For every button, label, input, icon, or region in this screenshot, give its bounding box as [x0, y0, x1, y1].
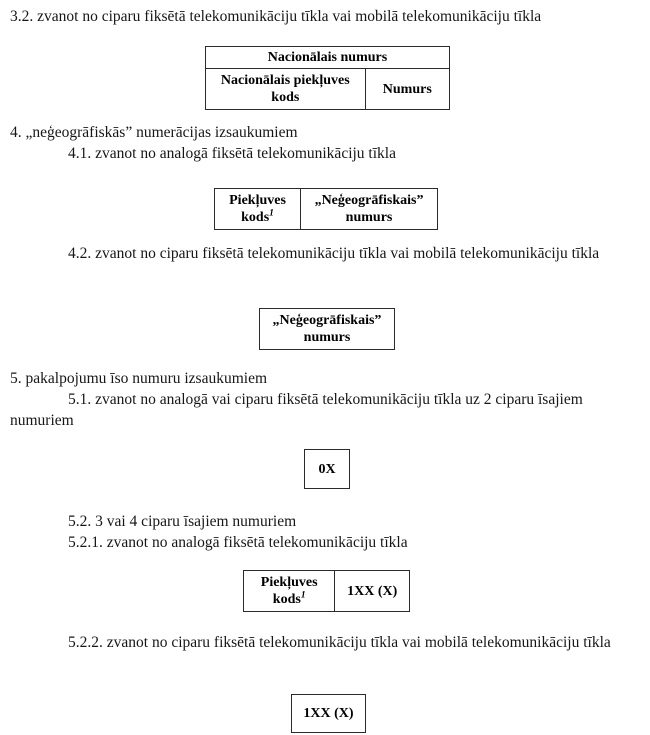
paragraph-5-2-1: [10, 532, 630, 553]
table-row: [206, 47, 450, 69]
cell-national-access-code: Nacionālais piekļuves kods: [206, 69, 366, 110]
table-row: [292, 695, 366, 733]
cell-nongeo-number: „Neģeogrāfiskais” numurs: [301, 189, 438, 230]
cell-access-code-label: Piekļuves kods: [260, 575, 318, 607]
cell-access-code: [215, 189, 301, 230]
paragraph-5-2-2: [10, 632, 627, 653]
table-row: [305, 450, 350, 489]
table-short-analog: [243, 570, 410, 612]
paragraph-5: 5. pakalpojumu īso numuru izsaukumiem: [10, 370, 268, 387]
footnote-marker: 1: [300, 590, 306, 601]
table-row: [260, 309, 395, 350]
paragraph-4-2: [10, 243, 627, 264]
cell-national-number-header: Nacionālais numurs: [206, 47, 450, 69]
table-row: [215, 189, 438, 230]
paragraph-5-2: [10, 511, 630, 532]
table-nongeo-digital: [259, 308, 395, 350]
paragraph-5-1: [10, 389, 627, 431]
cell-short-two-digit-number: 0X: [305, 450, 350, 489]
table-short-digital: [291, 694, 366, 733]
table-row: [206, 69, 450, 110]
cell-nongeo-number: „Neģeogrāfiskais” numurs: [260, 309, 395, 350]
paragraph-5-2-1-text: 5.2.1. zvanot no analogā fiksētā telekomunikāciju tīkla: [68, 534, 408, 551]
cell-short-digital-number: 1XX (X): [292, 695, 366, 733]
paragraph-5-2-2-text: 5.2.2. zvanot no ciparu fiksētā telekomunikāciju tīkla vai mobilā telekomunikāciju tīkla: [68, 634, 611, 651]
table-row: [244, 571, 410, 612]
paragraph-4-2-text: 4.2. zvanot no ciparu fiksētā telekomunikāciju tīkla vai mobilā telekomunikāciju tīkla: [68, 245, 600, 262]
cell-short-number: 1XX (X): [335, 571, 410, 612]
table-short-two-digit: [304, 449, 350, 489]
paragraph-4-1: [10, 143, 630, 164]
cell-access-code-label: Piekļuves kods: [229, 193, 286, 225]
paragraph-4: 4. „neģeogrāfiskās” numerācijas izsaukumiem: [10, 124, 298, 141]
paragraph-4-1-text: 4.1. zvanot no analogā fiksētā telekomunikāciju tīkla: [68, 145, 396, 162]
paragraph-3-2: 3.2. zvanot no ciparu fiksētā telekomunikāciju tīkla vai mobilā telekomunikāciju tīkla: [10, 8, 542, 25]
cell-national-number: Numurs: [365, 69, 449, 110]
table-national-number: [205, 46, 450, 110]
table-nongeo-analog: [214, 188, 438, 230]
footnote-marker: 1: [269, 208, 274, 219]
paragraph-5-2-text: 5.2. 3 vai 4 ciparu īsajiem numuriem: [68, 513, 297, 530]
cell-access-code: [244, 571, 335, 612]
paragraph-5-1-text: 5.1. zvanot no analogā vai ciparu fiksētā telekomunikāciju tīkla uz 2 ciparu īsajiem numuriem: [10, 391, 583, 429]
